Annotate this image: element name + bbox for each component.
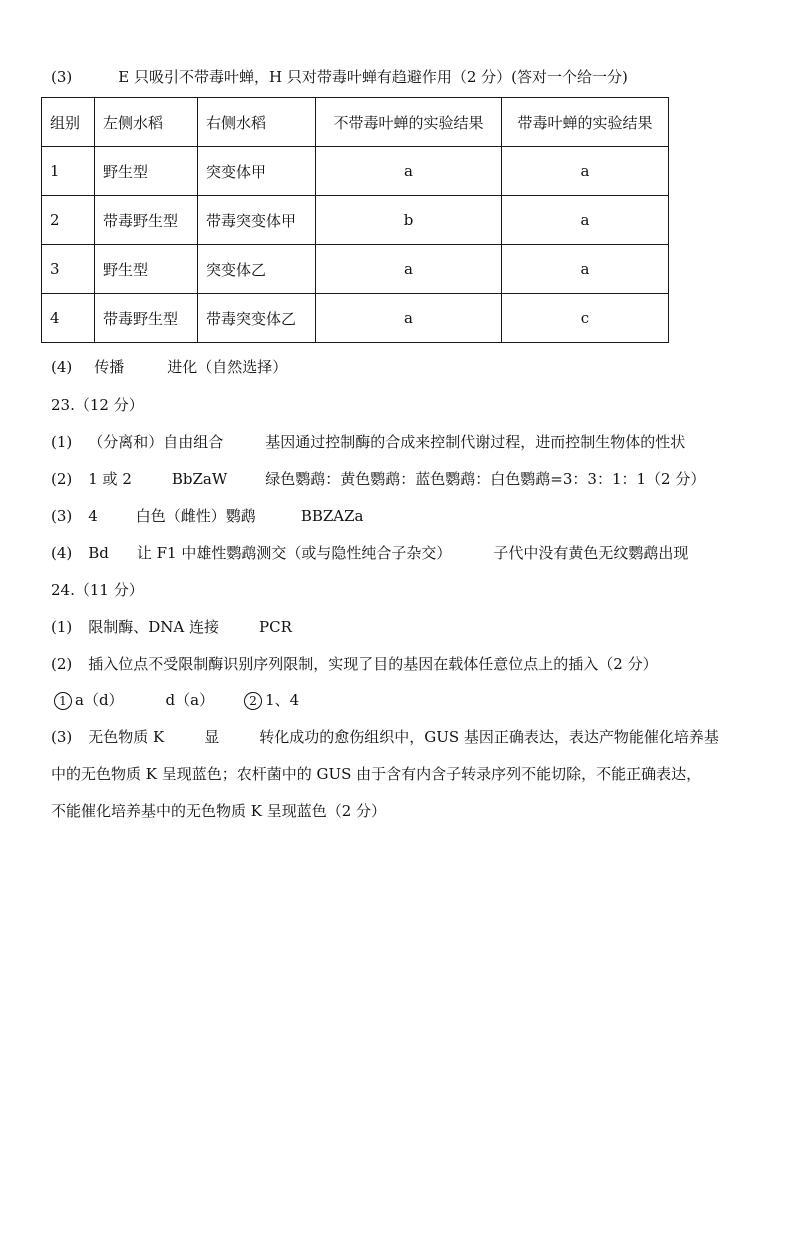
table-cell: 野生型 (95, 147, 198, 196)
table-cell: a (316, 294, 502, 343)
answer-text: 无色物质 K (88, 728, 165, 746)
answer-text: BBZAZa (300, 507, 364, 525)
answer-line-23-4 (51, 543, 688, 563)
item-number: (4) (51, 358, 73, 376)
answer-line-24-2 (51, 654, 658, 674)
table-cell: 野生型 (95, 245, 198, 294)
table-header-row (42, 98, 669, 147)
table-row (42, 147, 669, 196)
answer-line-24-3-cont: 中的无色物质 K 呈现蓝色；农杆菌中的 GUS 由于含有内含子转录序列不能切除，不能正确表达， (51, 765, 702, 783)
header-cell: 不带毒叶蝉的实验结果 (316, 98, 502, 147)
table-cell: a (316, 147, 502, 196)
circled-number-1: 1 (54, 692, 72, 710)
answer-text: 子代中没有黄色无纹鹦鹉出现 (493, 544, 689, 562)
table-cell: 带毒野生型 (95, 196, 198, 245)
answer-line-23-2 (51, 469, 705, 489)
item-number: (2) (51, 470, 73, 488)
item-number: (3) (51, 728, 73, 746)
circled-number-2: 2 (244, 692, 262, 710)
answer-text: 进化（自然选择） (167, 358, 288, 376)
answer-text: 基因通过控制酶的合成来控制代谢过程，进而控制生物体的性状 (265, 433, 686, 451)
answer-text: PCR (259, 618, 292, 636)
question-title-24: 24.（11 分） (51, 581, 144, 599)
answer-text: d（a） (165, 691, 215, 709)
item-number: (2) (51, 655, 73, 673)
answer-text: 传播 (94, 358, 125, 376)
answer-text: 限制酶、DNA 连接 (88, 618, 220, 636)
header-cell: 带毒叶蝉的实验结果 (502, 98, 669, 147)
results-table (41, 97, 669, 343)
header-cell: 右侧水稻 (198, 98, 316, 147)
answer-text: E 只吸引不带毒叶蝉，H 只对带毒叶蝉有趋避作用（2 分）(答对一个给一分) (118, 68, 628, 86)
item-number: (3) (51, 507, 73, 525)
answer-line-24-1 (51, 617, 292, 637)
table-cell: 4 (42, 294, 95, 343)
answer-text: 显 (204, 728, 220, 746)
table-cell: 突变体甲 (198, 147, 316, 196)
table-cell: 2 (42, 196, 95, 245)
question-title-23: 23.（12 分） (51, 396, 144, 414)
answer-line-24-3 (51, 727, 719, 747)
table-row (42, 196, 669, 245)
answer-line-24-3-cont2: 不能催化培养基中的无色物质 K 呈现蓝色（2 分） (51, 802, 387, 820)
answer-text: 4 (88, 507, 98, 525)
answer-text: Bd (88, 544, 109, 562)
item-number: (3) (51, 68, 73, 86)
table-cell: a (316, 245, 502, 294)
table-cell: 带毒突变体甲 (198, 196, 316, 245)
table-cell: c (502, 294, 669, 343)
answer-text: （分离和）自由组合 (88, 433, 224, 451)
answer-line-23-3 (51, 506, 363, 526)
answer-line-24-2-sub (54, 690, 299, 710)
table-cell: b (316, 196, 502, 245)
table-row (42, 245, 669, 294)
answer-text: 1 或 2 (88, 470, 132, 488)
header-cell: 左侧水稻 (95, 98, 198, 147)
answer-text: 绿色鹦鹉：黄色鹦鹉：蓝色鹦鹉：白色鹦鹉=3：3：1：1（2 分） (265, 470, 706, 488)
answer-text: a（d） (75, 691, 124, 709)
answer-line-22-3 (51, 67, 628, 87)
answer-text: 转化成功的愈伤组织中，GUS 基因正确表达，表达产物能催化培养基 (259, 728, 719, 746)
answer-text: BbZaW (171, 470, 228, 488)
table-cell: 带毒突变体乙 (198, 294, 316, 343)
item-number: (4) (51, 544, 73, 562)
answer-text: 让 F1 中雄性鹦鹉测交（或与隐性纯合子杂交） (136, 544, 452, 562)
answer-text: 1、4 (265, 691, 300, 709)
answer-line-23-1 (51, 432, 685, 452)
answer-line-22-4 (51, 357, 287, 377)
table-cell: a (502, 245, 669, 294)
table-row (42, 294, 669, 343)
table-cell: 1 (42, 147, 95, 196)
table-cell: 带毒野生型 (95, 294, 198, 343)
item-number: (1) (51, 433, 73, 451)
table-cell: a (502, 196, 669, 245)
header-cell: 组别 (42, 98, 95, 147)
answer-text: 白色（雌性）鹦鹉 (135, 507, 256, 525)
table-cell: 3 (42, 245, 95, 294)
table-cell: 突变体乙 (198, 245, 316, 294)
answer-text: 插入位点不受限制酶识别序列限制，实现了目的基因在载体任意位点上的插入（2 分） (88, 655, 658, 673)
table-cell: a (502, 147, 669, 196)
item-number: (1) (51, 618, 73, 636)
